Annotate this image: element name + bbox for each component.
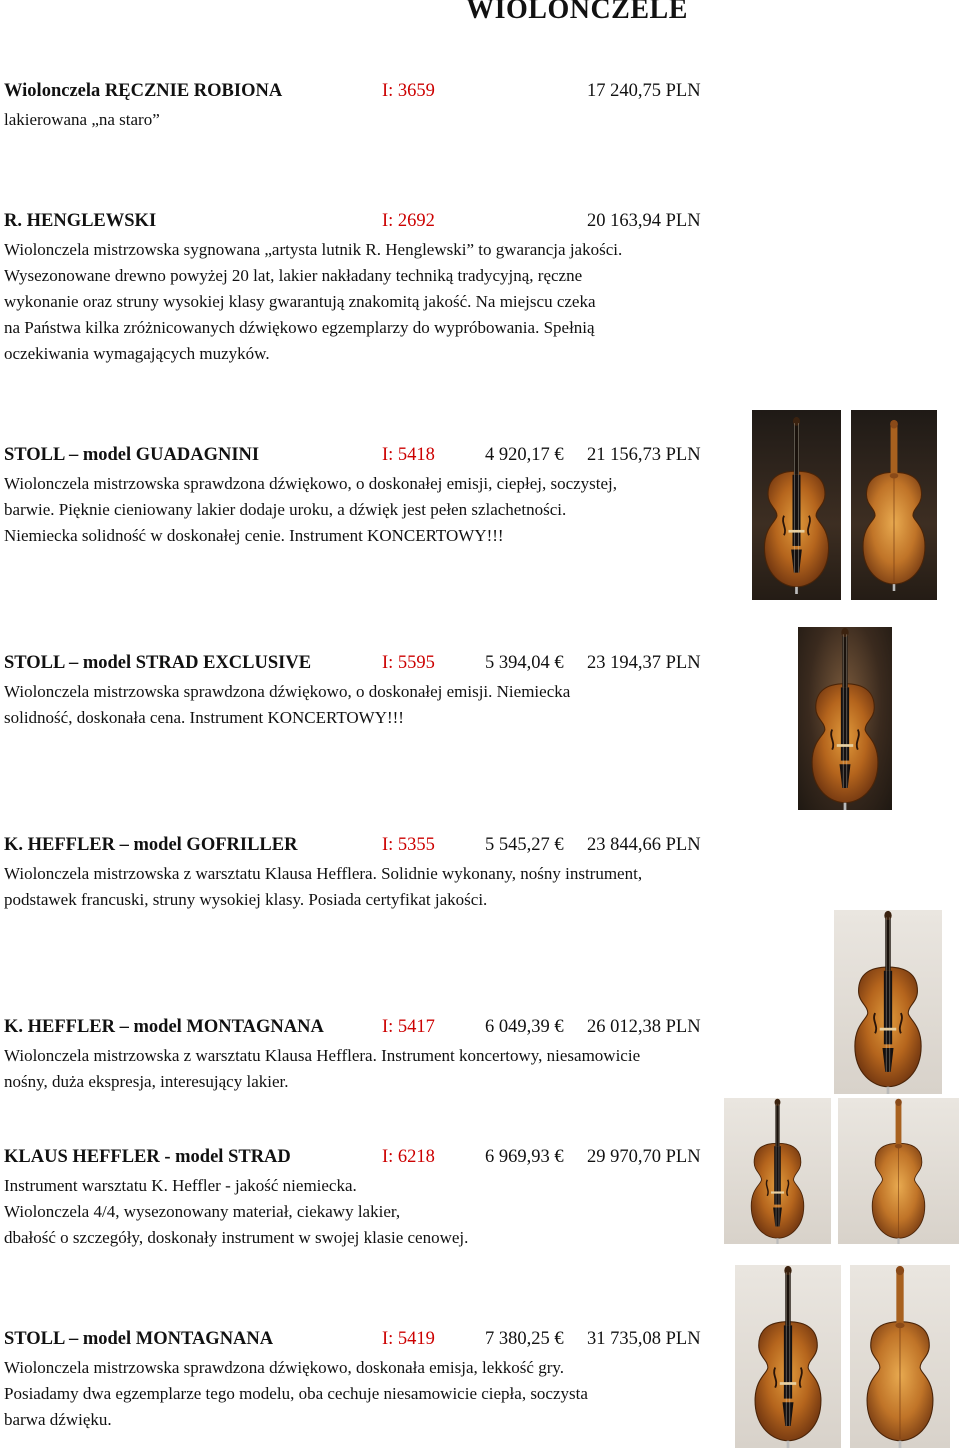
- product-name: STOLL – model STRAD EXCLUSIVE: [4, 653, 312, 673]
- product-header: [4, 81, 701, 107]
- price-pln: 23 844,66 PLN: [587, 835, 701, 855]
- description-line: wykonanie oraz struny wysokiej klasy gwarantują znakomitą jakość. Na miejscu czeka: [4, 292, 596, 311]
- product-code: I: 5418: [382, 445, 435, 465]
- description-line: nośny, duża ekspresja, interesujący lakier.: [4, 1072, 289, 1091]
- price-eur: 6 969,93 €: [485, 1147, 564, 1167]
- price-pln: 26 012,38 PLN: [587, 1017, 701, 1037]
- product-header: [4, 1147, 701, 1173]
- product-item: [4, 1329, 701, 1433]
- price-pln: 29 970,70 PLN: [587, 1147, 701, 1167]
- price-pln: 21 156,73 PLN: [587, 445, 701, 465]
- price-eur: 5 545,27 €: [485, 835, 564, 855]
- product-item: [4, 653, 701, 731]
- price-pln: 17 240,75 PLN: [587, 81, 701, 101]
- description-line: Wiolonczela mistrzowska z warsztatu Klausa Hefflera. Instrument koncertowy, niesamowicie: [4, 1046, 641, 1065]
- description-line: dbałość o szczegóły, doskonały instrument w swojej klasie cenowej.: [4, 1228, 469, 1247]
- product-item: [4, 835, 701, 913]
- product-code: I: 2692: [382, 211, 435, 231]
- price-pln: 20 163,94 PLN: [587, 211, 701, 231]
- description-line: Wiolonczela mistrzowska z warsztatu Klausa Hefflera. Solidnie wykonany, nośny instrument,: [4, 864, 643, 883]
- product-header: [4, 211, 701, 237]
- product-description: [4, 107, 160, 133]
- cello-front-photo: [834, 910, 942, 1094]
- product-name: K. HEFFLER – model MONTAGNANA: [4, 1017, 324, 1037]
- cello-back-photo: [850, 1265, 950, 1448]
- product-name: STOLL – model GUADAGNINI: [4, 445, 260, 465]
- price-eur: 6 049,39 €: [485, 1017, 564, 1037]
- cello-front-photo: [752, 410, 841, 600]
- description-line: Wiolonczela mistrzowska sprawdzona dźwiękowo, o doskonałej emisji. Niemiecka: [4, 682, 571, 701]
- product-item: [4, 81, 701, 133]
- price-eur: 7 380,25 €: [485, 1329, 564, 1349]
- price-pln: 31 735,08 PLN: [587, 1329, 701, 1349]
- product-description: [4, 861, 642, 913]
- cello-back-photo: [851, 410, 937, 600]
- description-line: na Państwa kilka zróżnicowanych dźwiękowo egzemplarzy do wypróbowania. Spełnią: [4, 318, 595, 337]
- description-line: Instrument warsztatu K. Heffler - jakość niemiecka.: [4, 1176, 357, 1195]
- description-line: Wiolonczela mistrzowska sprawdzona dźwiękowo, doskonała emisja, lekkość gry.: [4, 1358, 564, 1377]
- description-line: oczekiwania wymagających muzyków.: [4, 344, 270, 363]
- product-description: [4, 1043, 640, 1095]
- product-item: [4, 211, 701, 367]
- product-description: [4, 471, 617, 549]
- product-name: STOLL – model MONTAGNANA: [4, 1329, 274, 1349]
- description-line: Wiolonczela mistrzowska sygnowana „artysta lutnik R. Henglewski” to gwarancja jakości.: [4, 240, 623, 259]
- description-line: lakierowana „na staro”: [4, 110, 160, 129]
- cello-back-photo: [838, 1098, 959, 1244]
- product-name: K. HEFFLER – model GOFRILLER: [4, 835, 298, 855]
- product-header: [4, 653, 701, 679]
- cello-front-photo: [724, 1098, 831, 1244]
- price-eur: 5 394,04 €: [485, 653, 564, 673]
- description-line: Posiadamy dwa egzemplarze tego modelu, oba cechuje niesamowicie ciepła, soczysta: [4, 1384, 588, 1403]
- product-name: R. HENGLEWSKI: [4, 211, 157, 231]
- page-title: WIOLONCZELE: [466, 0, 688, 25]
- description-line: Wiolonczela 4/4, wysezonowany materiał, ciekawy lakier,: [4, 1202, 401, 1221]
- product-description: [4, 1355, 588, 1433]
- product-code: I: 5417: [382, 1017, 435, 1037]
- cello-front-photo: [798, 627, 892, 810]
- product-item: [4, 1017, 701, 1095]
- description-line: solidność, doskonała cena. Instrument KONCERTOWY!!!: [4, 708, 404, 727]
- product-item: [4, 1147, 701, 1251]
- product-description: [4, 1173, 468, 1251]
- product-description: [4, 237, 622, 367]
- price-pln: 23 194,37 PLN: [587, 653, 701, 673]
- product-name: Wiolonczela RĘCZNIE ROBIONA: [4, 81, 283, 101]
- product-header: [4, 1329, 701, 1355]
- product-header: [4, 445, 701, 471]
- price-eur: 4 920,17 €: [485, 445, 564, 465]
- description-line: Wysezonowane drewno powyżej 20 lat, lakier nakładany techniką tradycyjną, ręczne: [4, 266, 583, 285]
- product-name: KLAUS HEFFLER - model STRAD: [4, 1147, 291, 1167]
- description-line: podstawek francuski, struny wysokiej klasy. Posiada certyfikat jakości.: [4, 890, 488, 909]
- product-header: [4, 835, 701, 861]
- product-code: I: 5355: [382, 835, 435, 855]
- description-line: barwa dźwięku.: [4, 1410, 112, 1429]
- product-code: I: 5419: [382, 1329, 435, 1349]
- cello-front-photo: [735, 1265, 841, 1448]
- description-line: Niemiecka solidność w doskonałej cenie. Instrument KONCERTOWY!!!: [4, 526, 504, 545]
- product-description: [4, 679, 570, 731]
- product-code: I: 6218: [382, 1147, 435, 1167]
- description-line: Wiolonczela mistrzowska sprawdzona dźwiękowo, o doskonałej emisji, ciepłej, soczystej,: [4, 474, 618, 493]
- product-code: I: 3659: [382, 81, 435, 101]
- product-header: [4, 1017, 701, 1043]
- product-code: I: 5595: [382, 653, 435, 673]
- description-line: barwie. Pięknie cieniowany lakier dodaje uroku, a dźwięk jest pełen szlachetności.: [4, 500, 567, 519]
- product-item: [4, 445, 701, 549]
